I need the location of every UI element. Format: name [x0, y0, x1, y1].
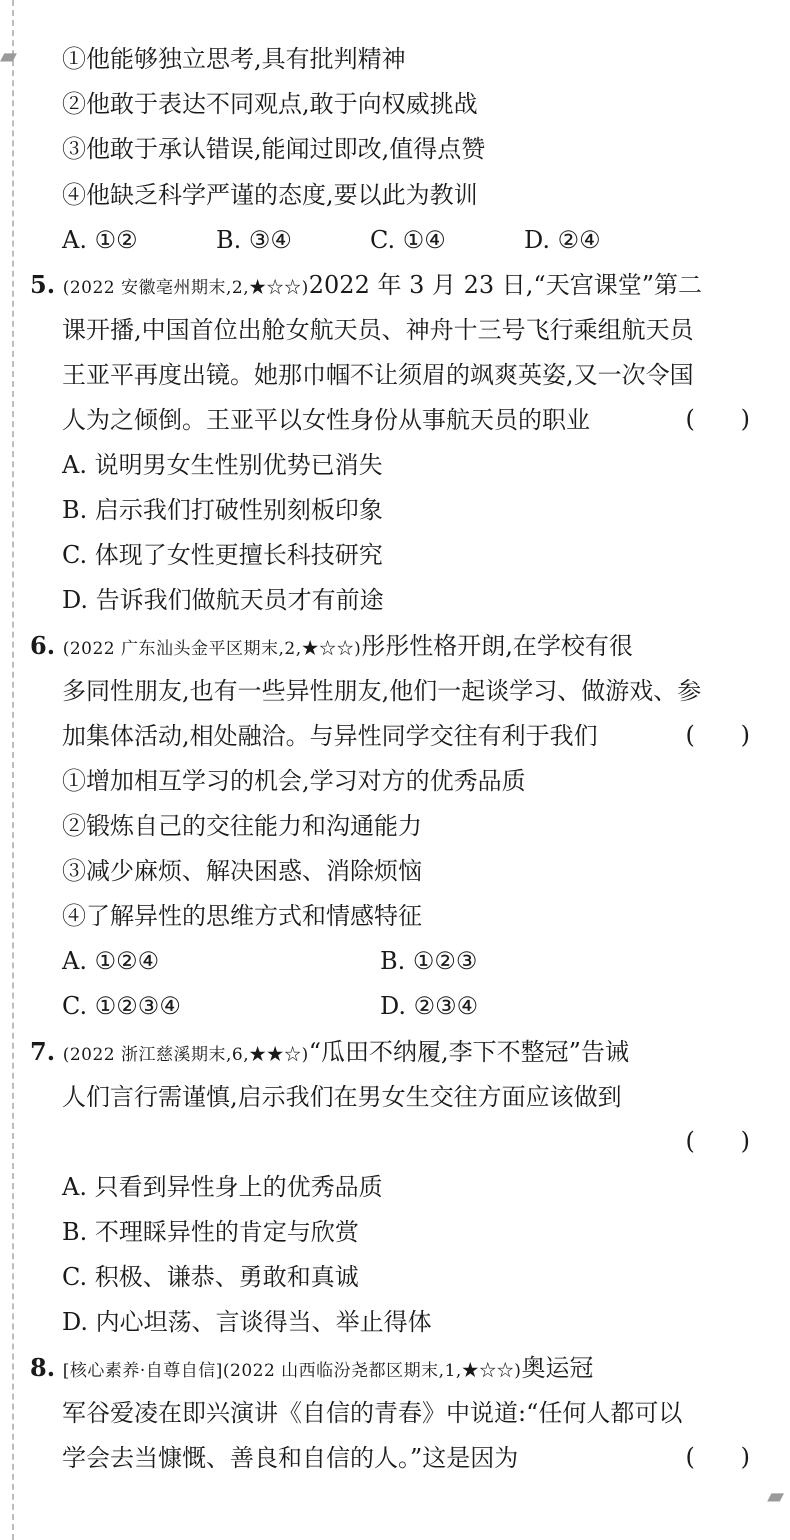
q4-option-c[interactable]: C. ①④	[370, 226, 446, 254]
q5-option-a[interactable]: A. 说明男女生性别优势已消失	[62, 451, 383, 479]
q5-source: (2022 安徽亳州期末,2,★☆☆)	[62, 278, 309, 298]
q5-option-c[interactable]: C. 体现了女性更擅长科技研究	[62, 541, 383, 569]
q5-stem-line	[30, 270, 756, 303]
q6-statement: ②锻炼自己的交往能力和沟通能力	[62, 812, 422, 840]
q4-statement: ③他敢于承认错误,能闻过即改,值得点赞	[62, 135, 486, 163]
q8-stem-line: 学会去当慷慨、善良和自信的人。”这是因为	[62, 1444, 519, 1472]
q7-stem-text: “瓜田不纳履,李下不整冠”告诫	[308, 1038, 629, 1066]
q6-answer-bracket[interactable]: ( )	[685, 721, 750, 749]
q4-options	[62, 225, 756, 255]
q4-statement: ④他缺乏科学严谨的态度,要以此为教训	[62, 181, 478, 209]
q6-number: 6.	[30, 631, 56, 660]
q7-option-c[interactable]: C. 积极、谦恭、勇敢和真诚	[62, 1263, 359, 1291]
q8-stem-line: 军谷爱凌在即兴演讲《自信的青春》中说道:“任何人都可以	[62, 1399, 683, 1427]
q8-answer-bracket[interactable]: ( )	[685, 1443, 750, 1471]
q6-options-row	[62, 991, 756, 1021]
q4-option-d[interactable]: D. ②④	[524, 226, 601, 254]
q8-number: 8.	[30, 1353, 56, 1382]
q8-source: [核心素养·自尊自信](2022 山西临汾尧都区期末,1,★☆☆)	[62, 1361, 522, 1381]
page-gutter-line	[12, 0, 14, 1540]
q5-option-d[interactable]: D. 告诉我们做航天员才有前途	[62, 586, 384, 614]
corner-decoration-icon: ▰	[767, 1484, 784, 1509]
q6-stem-line: 多同性朋友,也有一些异性朋友,他们一起谈学习、做游戏、参	[62, 677, 702, 705]
q5-stem-line: 课开播,中国首位出舱女航天员、神舟十三号飞行乘组航天员	[62, 316, 694, 344]
q8-stem-text: 奥运冠	[521, 1354, 594, 1382]
q6-option-b[interactable]: B. ①②③	[380, 947, 478, 975]
q6-statement: ④了解异性的思维方式和情感特征	[62, 902, 422, 930]
q7-option-a[interactable]: A. 只看到异性身上的优秀品质	[62, 1173, 383, 1201]
q5-stem-line: 人为之倾倒。王亚平以女性身份从事航天员的职业	[62, 406, 590, 434]
q5-answer-bracket[interactable]: ( )	[685, 405, 750, 433]
q7-answer-bracket[interactable]: ( )	[685, 1127, 750, 1155]
q6-stem-line	[30, 631, 756, 664]
q6-statement: ③减少麻烦、解决困惑、消除烦恼	[62, 857, 422, 885]
q4-option-a[interactable]: A. ①②	[62, 226, 138, 254]
q4-statement: ①他能够独立思考,具有批判精神	[62, 45, 406, 73]
q6-option-d[interactable]: D. ②③④	[380, 992, 479, 1020]
q7-stem-line	[30, 1037, 756, 1070]
q5-option-b[interactable]: B. 启示我们打破性别刻板印象	[62, 496, 383, 524]
q7-stem-line: 人们言行需谨慎,启示我们在男女生交往方面应该做到	[62, 1083, 622, 1111]
q6-stem-line: 加集体活动,相处融洽。与异性同学交往有利于我们	[62, 722, 598, 750]
q8-stem-line	[30, 1353, 756, 1386]
q6-option-a[interactable]: A. ①②④	[62, 947, 160, 975]
q5-stem-line: 王亚平再度出镜。她那巾帼不让须眉的飒爽英姿,又一次令国	[62, 361, 694, 389]
q4-statement: ②他敢于表达不同观点,敢于向权威挑战	[62, 90, 478, 118]
q7-option-b[interactable]: B. 不理睬异性的肯定与欣赏	[62, 1218, 359, 1246]
q6-options-row	[62, 946, 756, 976]
q7-option-d[interactable]: D. 内心坦荡、言谈得当、举止得体	[62, 1308, 432, 1336]
q6-source: (2022 广东汕头金平区期末,2,★☆☆)	[62, 639, 362, 659]
q5-stem-text: 2022 年 3 月 23 日,“天宫课堂”第二	[308, 271, 702, 299]
q6-stem-text: 彤彤性格开朗,在学校有很	[361, 632, 633, 660]
q4-option-b[interactable]: B. ③④	[216, 226, 292, 254]
q7-number: 7.	[30, 1037, 56, 1066]
q7-source: (2022 浙江慈溪期末,6,★★☆)	[62, 1045, 309, 1065]
q6-option-c[interactable]: C. ①②③④	[62, 992, 181, 1020]
q6-statement: ①增加相互学习的机会,学习对方的优秀品质	[62, 767, 526, 795]
corner-decoration-icon: ▰	[0, 44, 17, 69]
q5-number: 5.	[30, 270, 56, 299]
